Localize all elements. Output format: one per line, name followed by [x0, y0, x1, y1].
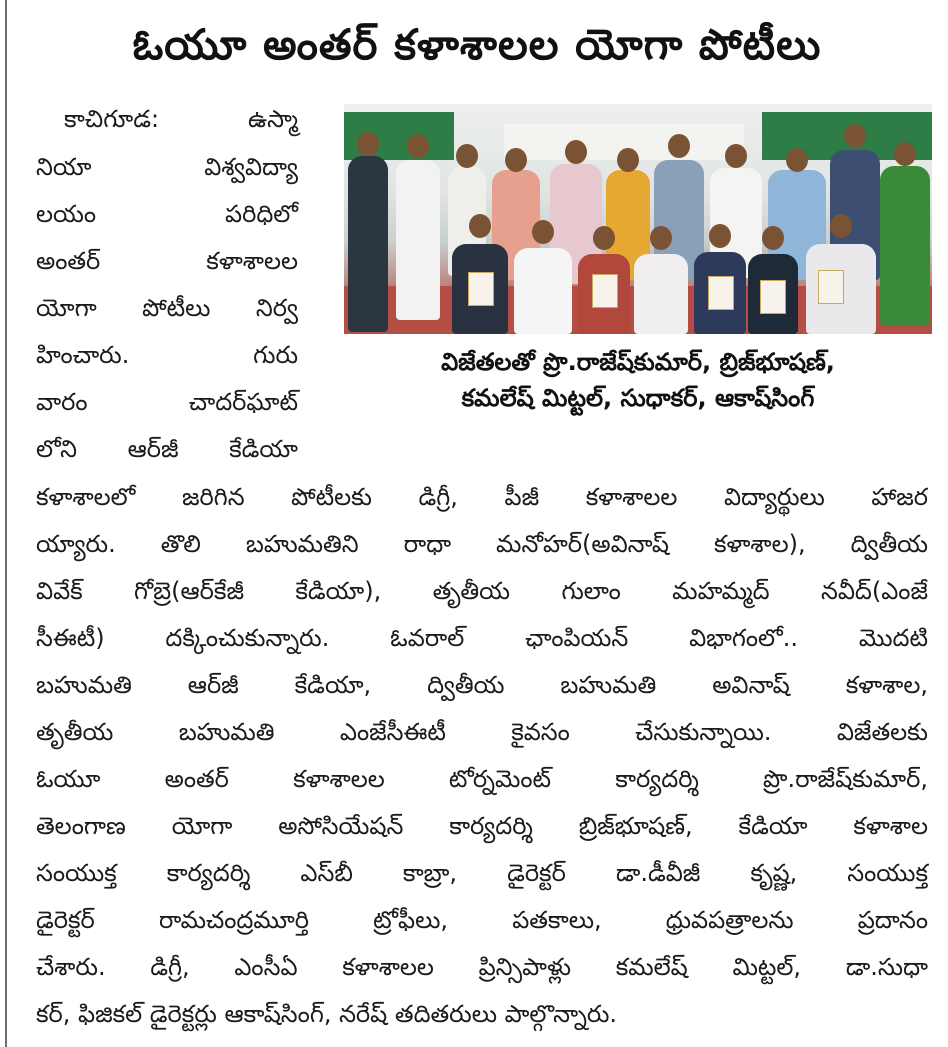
- person-head: [709, 224, 731, 248]
- person-head: [894, 142, 916, 166]
- person-figure: [634, 254, 688, 334]
- person-head: [469, 214, 491, 238]
- certificate: [592, 274, 618, 308]
- column-line: యోగా పోటీలు నిర్వ: [36, 294, 298, 322]
- body-line: బహుమతి ఆర్‌జీ కేడియా, ద్వితీయ బహుమతి అవినాష్ కళాశాల,: [36, 671, 928, 699]
- certificate: [468, 272, 494, 306]
- body-line: తృతీయ బహుమతి ఎంజేసీఈటీ కైవసం చేసుకున్నాయి. విజేతలకు: [36, 718, 928, 746]
- certificate: [818, 270, 844, 304]
- person-figure: [348, 156, 388, 332]
- person-figure: [396, 160, 440, 320]
- body-line: సంయుక్త కార్యదర్శి ఎస్‌బీ కాబ్రా, డైరెక్టర్ డా.డీవీజీ కృష్ణ, సంయుక్త: [36, 859, 928, 887]
- person-head: [505, 148, 527, 172]
- person-head: [830, 214, 852, 238]
- column-rule: [5, 0, 7, 1047]
- body-line: వివేక్ గోబ్రె(ఆర్‌కేజీ కేడియా), తృతీయ గులాం మహమ్మద్ నవీద్(ఎంజే: [36, 577, 928, 605]
- person-head: [844, 124, 866, 148]
- body-line: య్యారు. తొలి బహుమతిని రాధా మనోహర్(అవినాష్ కళాశాల), ద్వితీయ: [36, 530, 928, 558]
- column-line: లోని ఆర్‌జీ కేడియా: [36, 435, 298, 463]
- column-line: అంతర్ కళాశాలల: [36, 247, 298, 275]
- person-head: [725, 144, 747, 168]
- person-head: [668, 134, 690, 158]
- certificate: [708, 276, 734, 310]
- person-head: [456, 144, 478, 168]
- person-head: [786, 148, 808, 172]
- body-line: తెలంగాణ యోగా అసోసియేషన్ కార్యదర్శి బ్రిజ్‌భూషణ్, కేడియా కళాశాల: [36, 812, 928, 840]
- body-line: కర్, ఫిజికల్ డైరెక్టర్లు ఆకాష్‌సింగ్, నరేష్ తదితరులు పాల్గొన్నారు.: [36, 1000, 618, 1028]
- person-head: [593, 226, 615, 250]
- person-head: [407, 134, 429, 158]
- person-figure: [880, 166, 930, 326]
- column-line: నియా విశ్వవిద్యా: [36, 153, 298, 181]
- person-head: [565, 140, 587, 164]
- certificate: [760, 280, 786, 314]
- photo-caption-line: కమలేష్ మిట్టల్, సుధాకర్, ఆకాష్‌సింగ్: [461, 384, 815, 412]
- person-head: [617, 148, 639, 172]
- column-line: వారం చాదర్‌ఘాట్: [36, 388, 298, 416]
- column-line: హించారు. గురు: [36, 341, 298, 369]
- person-figure: [514, 248, 572, 334]
- body-line: డైరెక్టర్ రామచంద్రమూర్తి ట్రోఫీలు, పతకాలు, ధ్రువపత్రాలను ప్రదానం: [36, 906, 928, 934]
- column-line: లయం పరిధిలో: [36, 200, 298, 228]
- photo-caption-line: విజేతలతో ప్రొ.రాజేష్‌కుమార్, బ్రిజ్‌భూషణ్,: [441, 348, 835, 376]
- headline: ఓయూ అంతర్ కళాశాలల యోగా పోటీలు: [132, 20, 822, 69]
- winners-group-photo: [344, 104, 932, 334]
- column-line: కాచిగూడ: ఉస్మా: [64, 105, 298, 133]
- person-head: [762, 226, 784, 250]
- body-line: ఓయూ అంతర్ కళాశాలల టోర్నమెంట్ కార్యదర్శి ప్రొ.రాజేష్‌కుమార్,: [36, 765, 928, 793]
- person-head: [357, 132, 379, 156]
- body-line: కళాశాలలో జరిగిన పోటీలకు డిగ్రీ, పీజీ కళాశాలల విద్యార్థులు హాజర: [36, 483, 928, 511]
- photo-caption: [344, 344, 932, 416]
- person-head: [532, 220, 554, 244]
- body-line: చేశారు. డిగ్రీ, ఎంసీఏ కళాశాలల ప్రిన్సిపాళ్లు కమలేష్ మిట్టల్, డా.సుధా: [36, 953, 928, 981]
- person-head: [650, 226, 672, 250]
- body-line: సీఈటీ) దక్కించుకున్నారు. ఓవరాల్ ఛాంపియన్ విభాగంలో.. మొదటి: [36, 624, 928, 652]
